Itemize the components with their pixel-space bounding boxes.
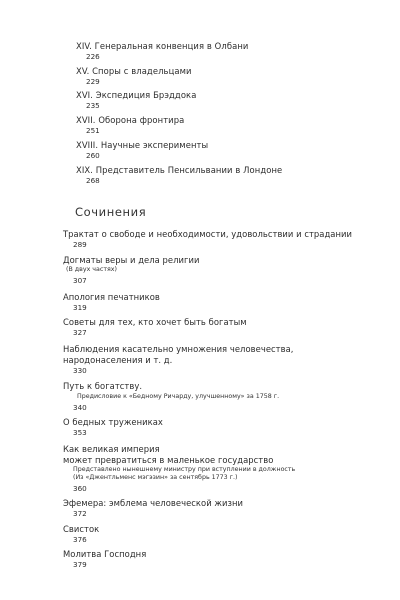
work-page-number: 379 [73,560,87,569]
chapter-title: XIX. Представитель Пенсильвании в Лондоне [76,165,283,175]
work-title: Трактат о свободе и необходимости, удовольствии и страдании [63,229,353,239]
work-title: Молитва Господня [63,549,147,559]
work-title: Путь к богатству. [63,381,143,391]
work-page-number: 376 [73,535,87,544]
work-title-line: может превратиться в маленькое государство [63,455,274,465]
work-title-line: Как великая империя [63,444,160,454]
chapter-page-number: 260 [86,151,100,160]
work-title: Апология печатников [63,292,160,302]
chapter-page-number: 226 [86,52,100,61]
chapter-title: XVI. Экспедиция Брэддока [76,90,197,100]
chapter-title: XVIII. Научные эксперименты [76,140,209,150]
chapter-page-number: 229 [86,77,100,86]
work-page-number: 372 [73,509,87,518]
work-title: Свисток [63,524,100,534]
work-title: Советы для тех, кто хочет быть богатым [63,317,247,327]
chapter-page-number: 251 [86,126,100,135]
work-note: (В двух частях) [66,266,117,273]
work-note: (Из «Джентльменс мэгэзин» за сентябрь 1773 г.) [73,474,238,481]
work-page-number: 319 [73,303,87,312]
work-page-number: 330 [73,366,87,375]
work-note: Предисловие к «Бедному Ричарду, улучшенному» за 1758 г. [77,393,280,400]
work-page-number: 353 [73,428,87,437]
work-page-number: 307 [73,276,87,285]
chapter-page-number: 235 [86,101,100,110]
work-title: О бедных тружениках [63,417,163,427]
work-page-number: 327 [73,328,87,337]
work-title-line: народонаселения и т. д. [63,355,173,365]
work-title: Эфемера: эмблема человеческой жизни [63,498,244,508]
work-title: Догматы веры и дела религии [63,255,200,265]
work-title-line: Наблюдения касательно умножения человечества, [63,344,294,354]
section-heading: Сочинения [75,205,147,219]
chapter-title: XIV. Генеральная конвенция в Олбани [76,41,249,51]
work-page-number: 360 [73,484,87,493]
chapter-page-number: 268 [86,176,100,185]
chapter-title: XVII. Оборона фронтира [76,115,185,125]
chapter-title: XV. Споры с владельцами [76,66,192,76]
work-page-number: 340 [73,403,87,412]
work-note: Представлено нынешнему министру при вступлении в должность [73,466,296,473]
work-page-number: 289 [73,240,87,249]
